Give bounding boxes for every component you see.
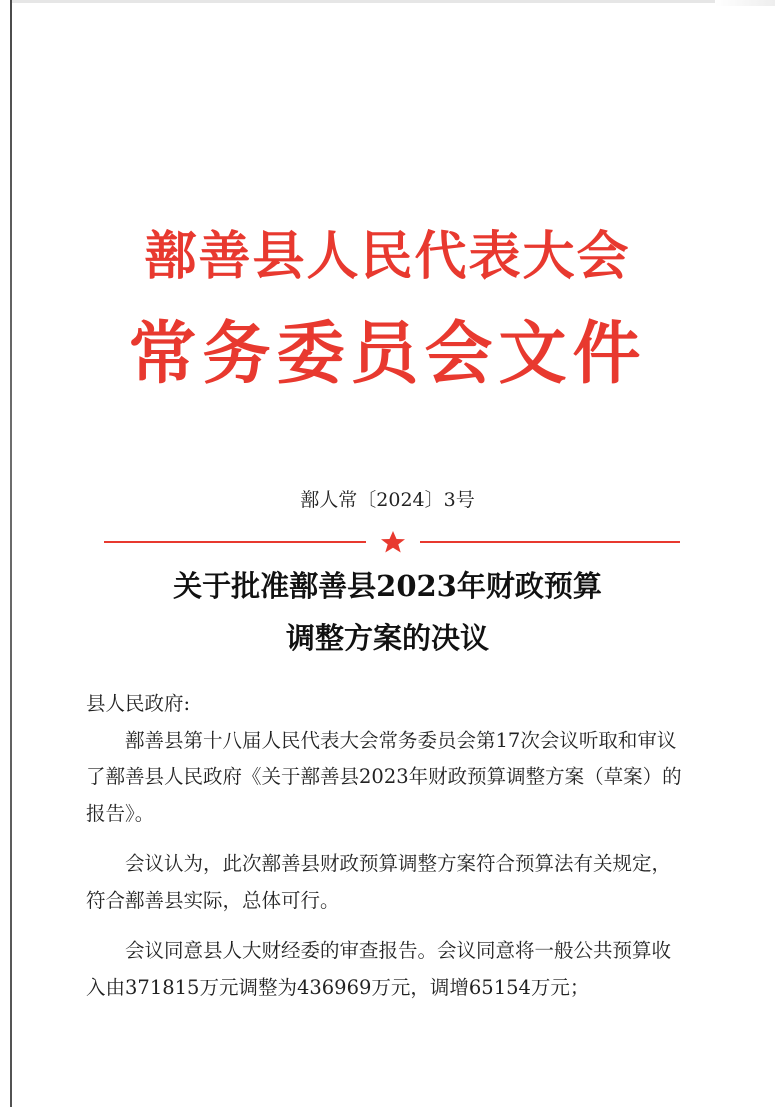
issuer-header-line1: 鄯善县人民代表大会 [144, 227, 631, 287]
divider-right-bar [420, 541, 680, 543]
document-number: 鄯人常〔2024〕3号 [300, 489, 475, 511]
star-icon [376, 530, 410, 554]
title-line-1: 关于批准鄯善县2023年财政预算 [173, 569, 602, 603]
title-line-2: 调整方案的决议 [285, 621, 489, 655]
scan-edge-top [12, 0, 775, 3]
addressee: 县人民政府: [86, 692, 191, 715]
scan-speck [715, 0, 775, 6]
body-paragraph-2: 会议认为，此次鄯善县财政预算调整方案符合预算法有关规定，符合鄯善县实际，总体可行。 [86, 852, 672, 912]
divider-left-bar [104, 541, 366, 543]
scan-edge-left [10, 0, 12, 1107]
body-paragraph-1: 鄯善县第十八届人民代表大会常务委员会第17次会议听取和审议了鄯善县人民政府《关于鄯善县2023年财政预算调整方案（草案）的报告》。 [86, 728, 682, 825]
document-title [0, 560, 775, 664]
body-paragraph-3: 会议同意县人大财经委的审查报告。会议同意将一般公共预算收入由371815万元调整为436969万元，调增65154万元； [86, 939, 672, 999]
issuer-header-line2: 常务委员会文件 [128, 315, 647, 394]
document-body [86, 686, 690, 1006]
red-divider [104, 530, 680, 554]
